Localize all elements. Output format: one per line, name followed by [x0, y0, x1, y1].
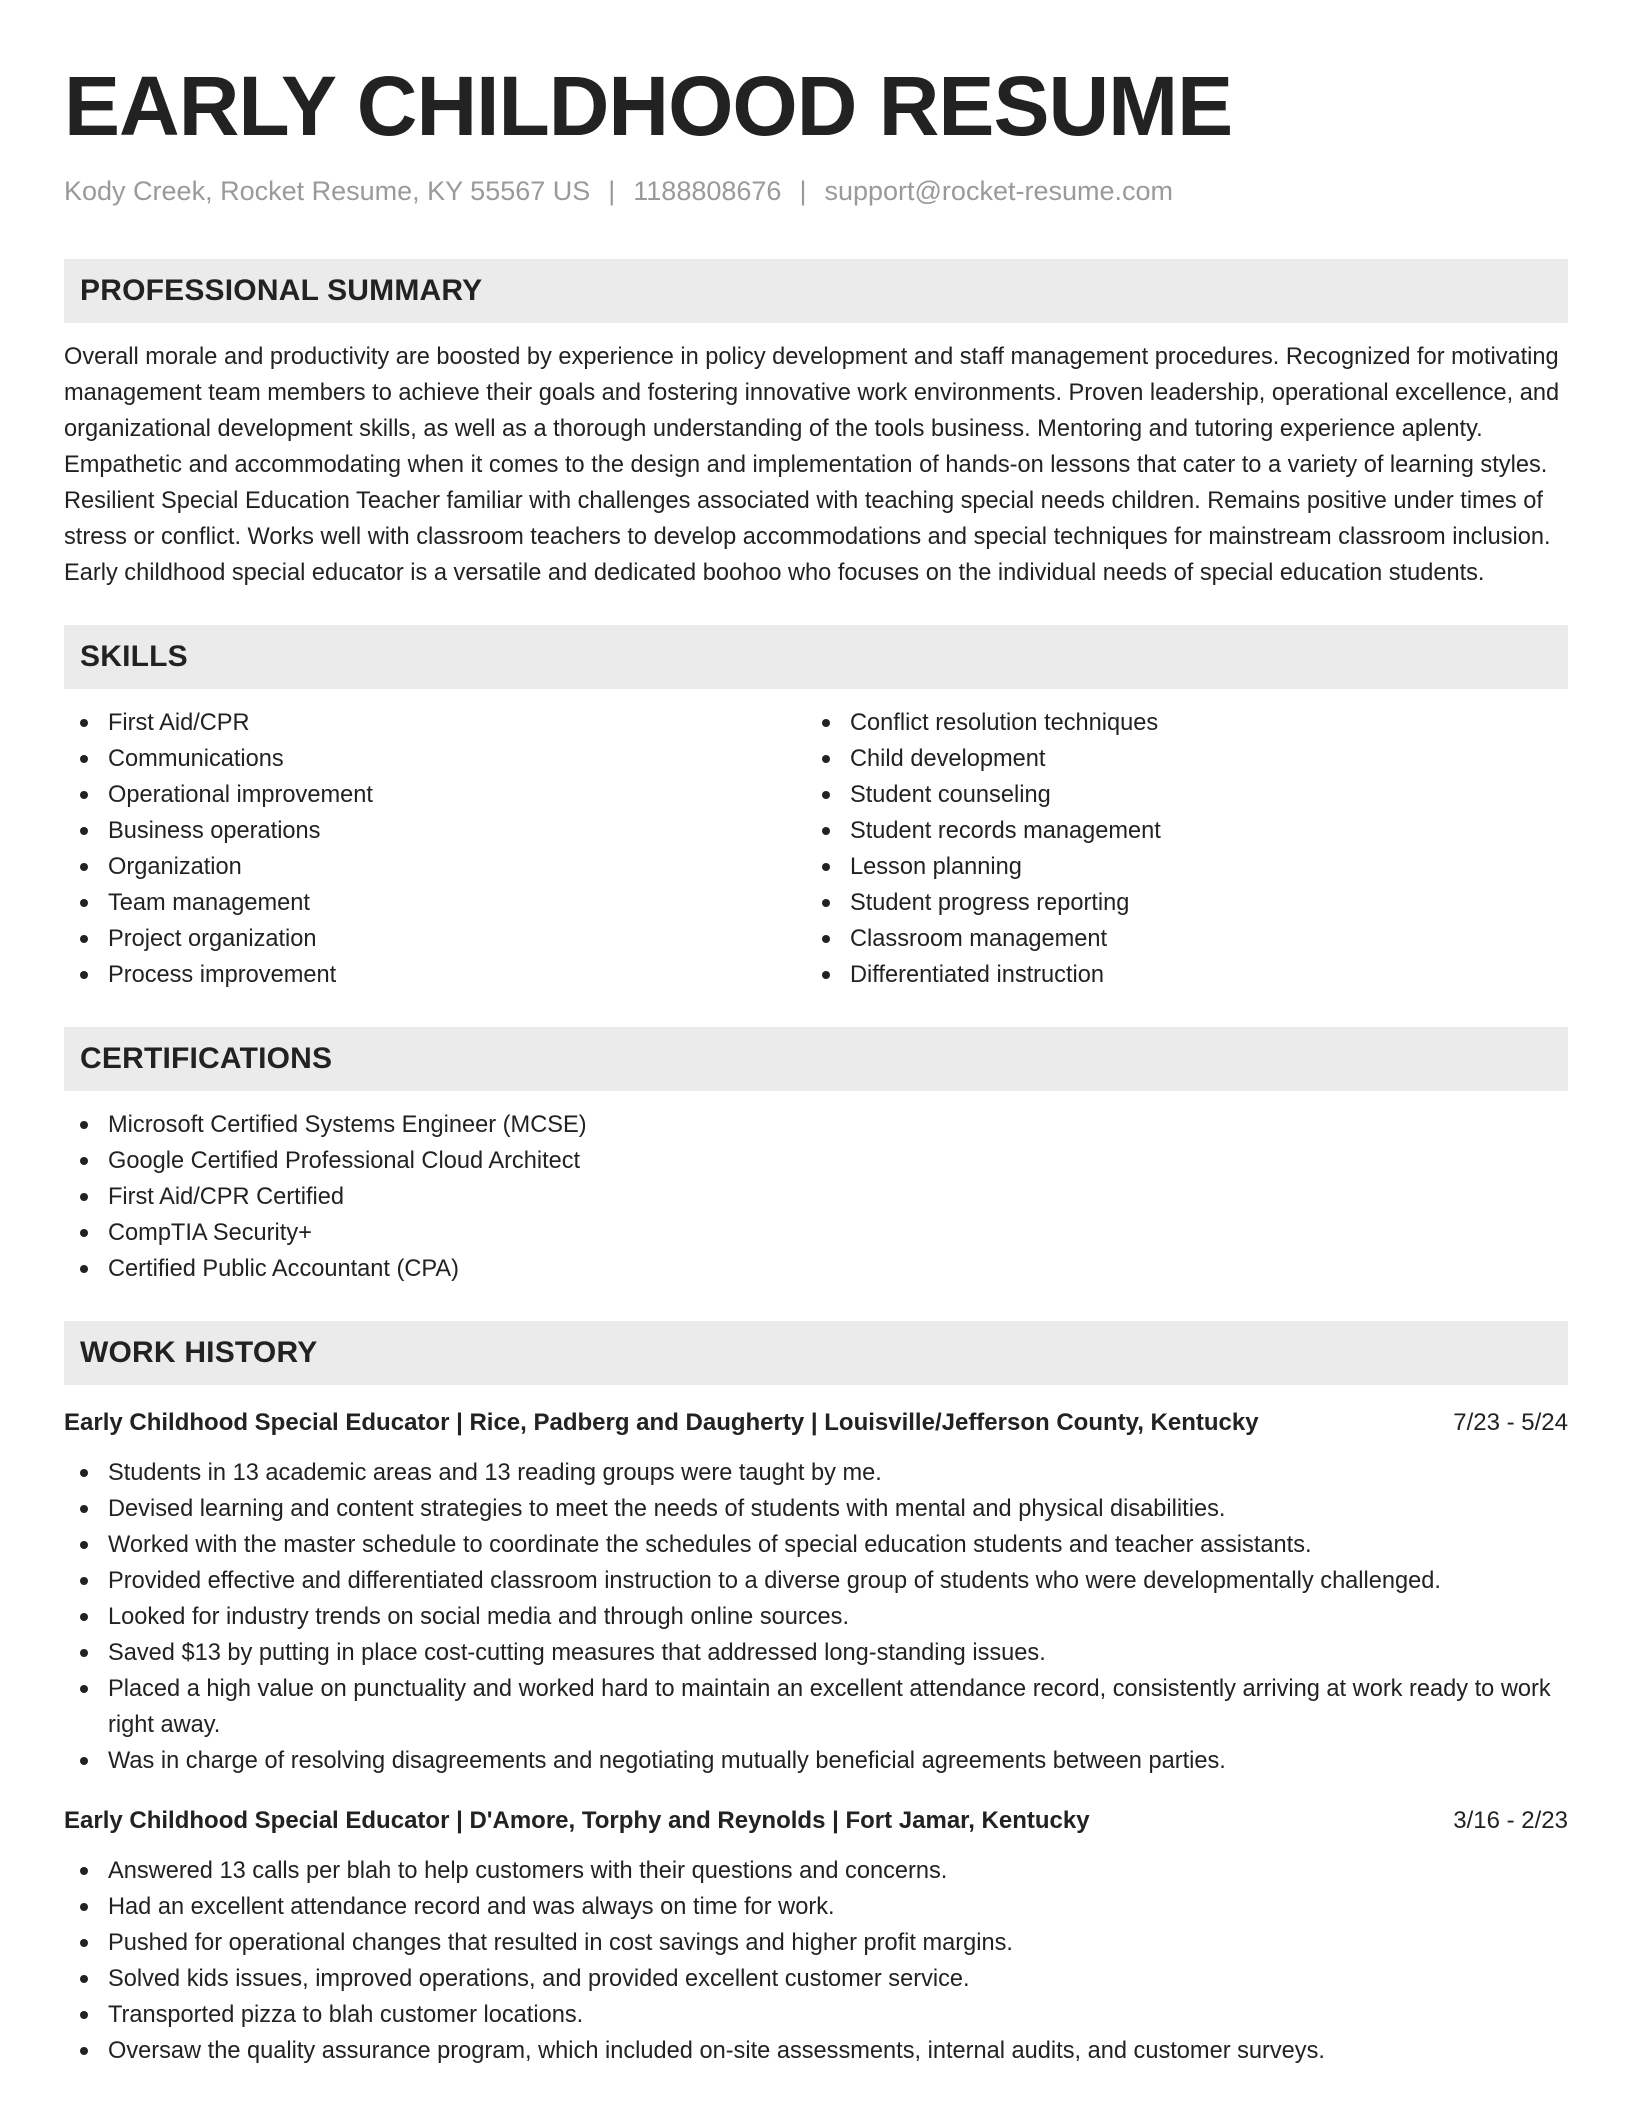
skills-heading: SKILLS [64, 625, 1568, 689]
job-duty-item: Answered 13 calls per blah to help customers with their questions and concerns. [64, 1853, 1568, 1889]
work-history-heading: WORK HISTORY [64, 1321, 1568, 1385]
certification-item: First Aid/CPR Certified [64, 1179, 1568, 1215]
job-entry [64, 1405, 1568, 1779]
job-duty-item: Provided effective and differentiated classroom instruction to a diverse group of students who were developmentally challenged. [64, 1563, 1568, 1599]
skill-item: Student counseling [806, 777, 1568, 813]
job-dates: 3/16 - 2/23 [1453, 1807, 1568, 1834]
skill-item: Communications [64, 741, 806, 777]
skill-item: Business operations [64, 813, 806, 849]
certification-item: Google Certified Professional Cloud Architect [64, 1143, 1568, 1179]
certification-item: Certified Public Accountant (CPA) [64, 1251, 1568, 1287]
contact-address: Kody Creek, Rocket Resume, KY 55567 US [64, 176, 591, 206]
skill-item: Differentiated instruction [806, 957, 1568, 993]
job-dates: 7/23 - 5/24 [1453, 1409, 1568, 1436]
job-duty-item: Looked for industry trends on social media and through online sources. [64, 1599, 1568, 1635]
contact-email: support@rocket-resume.com [824, 176, 1173, 206]
job-duty-item: Worked with the master schedule to coordinate the schedules of special education students and teacher assistants. [64, 1527, 1568, 1563]
skills-list-left [64, 705, 806, 993]
job-duty-item: Students in 13 academic areas and 13 reading groups were taught by me. [64, 1455, 1568, 1491]
skill-item: Classroom management [806, 921, 1568, 957]
skills-list-right [806, 705, 1568, 993]
summary-heading: PROFESSIONAL SUMMARY [64, 259, 1568, 323]
job-entry [64, 1803, 1568, 2069]
certifications-list [64, 1107, 1568, 1287]
skill-item: Team management [64, 885, 806, 921]
job-header [64, 1405, 1568, 1441]
summary-text: Overall morale and productivity are boosted by experience in policy development and staff management procedures. Recognized for motivating management team members to achieve their goals and fostering innovative work environments. Proven leadership, operational excellence, and organizational development skills, as well as a thorough understanding of the tools business. Mentoring and tutoring experience aplenty. Empathetic and accommodating when it comes to the design and implementation of hands-on lessons that cater to a variety of learning styles. Resilient Special Education Teacher familiar with challenges associated with teaching special needs children. Remains positive under times of stress or conflict. Works well with classroom teachers to develop accommodations and special techniques for mainstream classroom inclusion. Early childhood special educator is a versatile and dedicated boohoo who focuses on the individual needs of special education students. [64, 344, 1560, 586]
contact-phone: 1188808676 [633, 176, 782, 206]
job-duty-item: Devised learning and content strategies to meet the needs of students with mental and physical disabilities. [64, 1491, 1568, 1527]
job-duty-item: Solved kids issues, improved operations, and provided excellent customer service. [64, 1961, 1568, 1997]
job-duties-list [64, 1455, 1568, 1779]
job-title: Early Childhood Special Educator | D'Amore, Torphy and Reynolds | Fort Jamar, Kentucky [64, 1807, 1090, 1834]
contact-separator: | [608, 176, 616, 206]
skill-item: Project organization [64, 921, 806, 957]
job-duty-item: Oversaw the quality assurance program, which included on-site assessments, internal audits, and customer surveys. [64, 2033, 1568, 2069]
skill-item: Child development [806, 741, 1568, 777]
job-duty-item: Had an excellent attendance record and was always on time for work. [64, 1889, 1568, 1925]
job-duties-list [64, 1853, 1568, 2069]
skills-grid [64, 705, 1568, 993]
job-duty-item: Saved $13 by putting in place cost-cutting measures that addressed long-standing issues. [64, 1635, 1568, 1671]
job-duty-item: Placed a high value on punctuality and worked hard to maintain an excellent attendance record, consistently arriving at work ready to work right away. [64, 1671, 1568, 1743]
job-title: Early Childhood Special Educator | Rice, Padberg and Daugherty | Louisville/Jefferson County, Kentucky [64, 1409, 1259, 1436]
skill-item: Process improvement [64, 957, 806, 993]
skill-item: Organization [64, 849, 806, 885]
contact-line [64, 176, 1568, 207]
job-duty-item: Was in charge of resolving disagreements and negotiating mutually beneficial agreements between parties. [64, 1743, 1568, 1779]
job-duty-item: Transported pizza to blah customer locations. [64, 1997, 1568, 2033]
skill-item: Student progress reporting [806, 885, 1568, 921]
resume-title: EARLY CHILDHOOD RESUME [64, 59, 1233, 153]
skill-item: Lesson planning [806, 849, 1568, 885]
contact-separator: | [799, 176, 807, 206]
certification-item: Microsoft Certified Systems Engineer (MCSE) [64, 1107, 1568, 1143]
certifications-heading: CERTIFICATIONS [64, 1027, 1568, 1091]
skill-item: Conflict resolution techniques [806, 705, 1568, 741]
job-header [64, 1803, 1568, 1839]
skill-item: Student records management [806, 813, 1568, 849]
certification-item: CompTIA Security+ [64, 1215, 1568, 1251]
skill-item: First Aid/CPR [64, 705, 806, 741]
skill-item: Operational improvement [64, 777, 806, 813]
job-duty-item: Pushed for operational changes that resulted in cost savings and higher profit margins. [64, 1925, 1568, 1961]
